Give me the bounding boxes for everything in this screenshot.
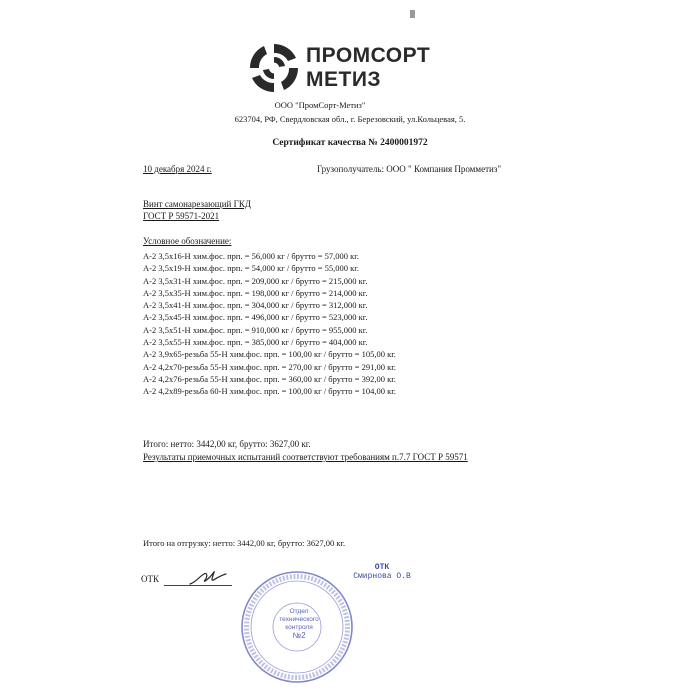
company-logo-icon xyxy=(246,40,302,96)
certificate-title: Сертификат качества № 2400001972 xyxy=(272,138,428,148)
brand-name xyxy=(306,44,430,92)
otk-stamp-title: ОТК xyxy=(374,563,390,572)
list-item: А-2 3,5х35-Н хим.фос. прп. = 198,000 кг / брутто = 214,000 кг. xyxy=(143,287,368,298)
brand-line-1: ПРОМСОРТ xyxy=(306,44,431,67)
list-item: А-2 3,5х41-Н хим.фос. прп. = 304,000 кг / брутто = 312,000 кг. xyxy=(143,300,368,311)
certificate-date: 10 декабря 2024 г. xyxy=(143,164,212,174)
test-results: Результаты приемочных испытаний соответствуют требованиям п.7.7 ГОСТ Р 59571 xyxy=(143,452,468,462)
corner-mark xyxy=(410,10,415,18)
designation-label: Условное обозначение: xyxy=(143,236,232,246)
list-item: А-2 3,5х31-Н хим.фос. прп. = 209,000 кг / брутто = 215,000 кг. xyxy=(143,275,368,286)
signature-icon xyxy=(188,566,228,590)
stamp-text-line-3: контроля xyxy=(285,624,313,631)
brand-line-2: МЕТИЗ xyxy=(306,68,382,91)
item-list xyxy=(143,250,396,398)
list-item: А-2 3,5х51-Н хим.фос. прп. = 910,000 кг / брутто = 955,000 кг. xyxy=(143,324,368,335)
consignee: Грузополучатель: ООО " Компания Промметиз" xyxy=(317,164,502,174)
stamp-text-line-2: технического xyxy=(279,616,319,623)
list-item: А-2 4,2х76-резьба 55-Н хим.фос. прп. = 360,00 кг / брутто = 392,00 кг. xyxy=(143,373,396,384)
product-name: Винт самонарезающий ГКД xyxy=(143,199,251,209)
list-item: А-2 4,2х89-резьба 60-Н хим.фос. прп. = 100,00 кг / брутто = 104,00 кг. xyxy=(143,386,396,397)
list-item: А-2 3,5х19-Н хим.фос. прп. = 54,000 кг / брутто = 55,000 кг. xyxy=(143,263,359,274)
list-item: А-2 3,5х55-Н хим.фос. прп. = 385,000 кг / брутто = 404,000 кг. xyxy=(143,337,368,348)
stamp-text-line-4: №2 xyxy=(292,631,306,640)
company-name: ООО "ПромСорт-Метиз" xyxy=(274,100,366,110)
shipment-total: Итого на отгрузку: нетто: 3442,00 кг, брутто: 3627,00 кг. xyxy=(143,538,346,548)
product-standard: ГОСТ Р 59571-2021 xyxy=(143,211,220,221)
list-item: А-2 3,9х65-резьба 55-Н хим.фос. прп. = 100,00 кг / брутто = 105,00 кг. xyxy=(143,349,396,360)
list-item: А-2 3,5х16-Н хим.фос. прп. = 56,000 кг / брутто = 57,000 кг. xyxy=(143,251,359,261)
list-item: А-2 4,2х70-резьба 55-Н хим.фос. прп. = 270,00 кг / брутто = 291,00 кг. xyxy=(143,361,396,372)
otk-stamp-name: Смирнова О.В xyxy=(353,572,411,581)
company-address: 623704, РФ, Свердловская обл., г. Березовский, ул.Кольцевая, 5. xyxy=(234,114,466,124)
list-item: А-2 3,5х45-Н хим.фос. прп. = 496,000 кг / брутто = 523,000 кг. xyxy=(143,312,368,323)
total-weight: Итого: нетто: 3442,00 кг, брутто: 3627,00 кг. xyxy=(143,439,311,449)
otk-inspector-stamp xyxy=(352,563,412,582)
otk-label: ОТК xyxy=(141,574,159,584)
stamp-text-line-1: Отдел xyxy=(289,608,309,615)
